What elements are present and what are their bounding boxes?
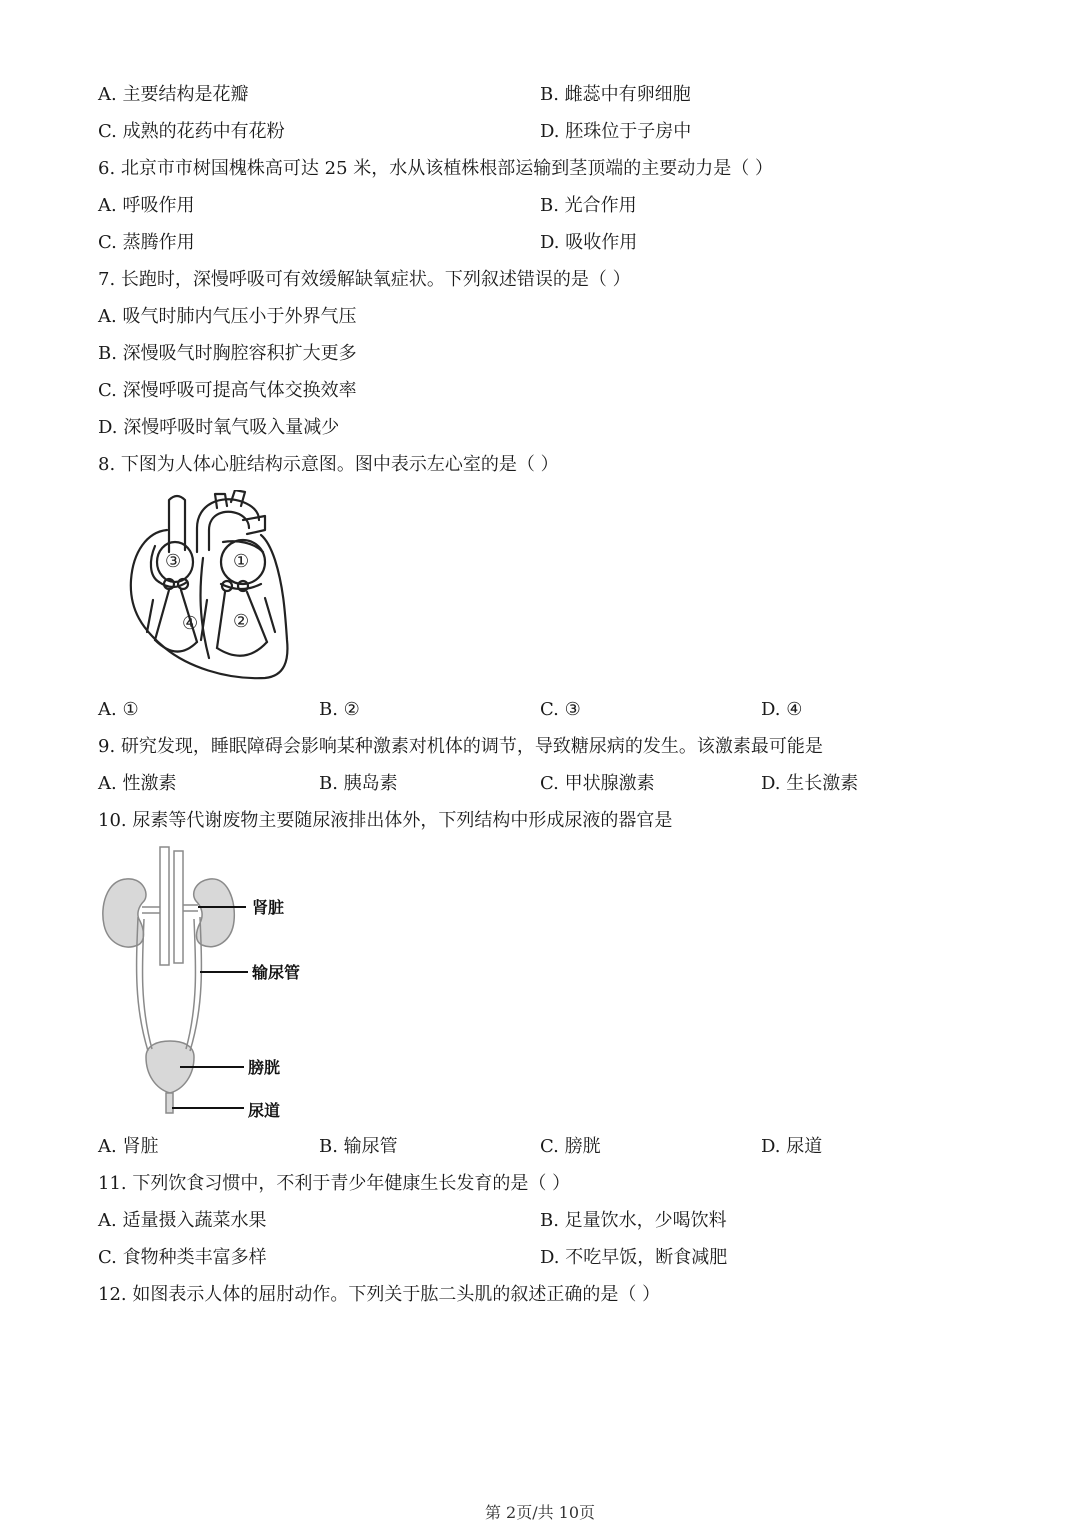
q11-stem: 11. 下列饮食习惯中，不利于青少年健康生长发育的是（ ）: [98, 1173, 571, 1194]
heart-label-4: ④: [182, 613, 199, 634]
urethra-label: 尿道: [248, 1101, 281, 1120]
heart-label-2: ②: [233, 611, 250, 632]
q8-option-b: B. ②: [319, 699, 360, 720]
q8-option-c: C. ③: [540, 699, 581, 720]
bladder-label: 膀胱: [248, 1058, 281, 1077]
q9-option-c: C. 甲状腺激素: [540, 773, 655, 794]
urinary-system-diagram: [98, 845, 328, 1125]
q7-option-c: C. 深慢呼吸可提高气体交换效率: [98, 380, 357, 401]
q9-option-b: B. 胰岛素: [319, 773, 398, 794]
q7-option-a: A. 吸气时肺内气压小于外界气压: [98, 306, 357, 327]
q11-option-b: B. 足量饮水，少喝饮料: [540, 1210, 727, 1231]
q9-stem: 9. 研究发现，睡眠障碍会影响某种激素对机体的调节，导致糖尿病的发生。该激素最可能是: [98, 736, 823, 757]
q6-stem: 6. 北京市市树国槐株高可达 25 米，水从该植株根部运输到茎顶端的主要动力是（ ）: [98, 158, 773, 179]
q6-option-b: B. 光合作用: [540, 195, 637, 216]
q9-option-a: A. 性激素: [98, 773, 177, 794]
q10-option-d: D. 尿道: [761, 1136, 823, 1157]
q11-option-d: D. 不吃早饭，断食减肥: [540, 1247, 728, 1268]
q12-stem: 12. 如图表示人体的屈肘动作。下列关于肱二头肌的叙述正确的是（ ）: [98, 1284, 661, 1305]
q8-stem: 8. 下图为人体心脏结构示意图。图中表示左心室的是（ ）: [98, 454, 559, 475]
q7-stem: 7. 长跑时，深慢呼吸可有效缓解缺氧症状。下列叙述错误的是（ ）: [98, 269, 631, 290]
page-footer: 第 2页/共 10页: [484, 1503, 596, 1522]
ureter-label: 输尿管: [252, 963, 301, 982]
q5-option-d: D. 胚珠位于子房中: [540, 121, 692, 142]
heart-label-3: ③: [165, 551, 182, 572]
q10-option-c: C. 膀胱: [540, 1136, 601, 1157]
heart-label-1: ①: [233, 551, 250, 572]
q6-option-d: D. 吸收作用: [540, 232, 638, 253]
q10-option-a: A. 肾脏: [98, 1136, 159, 1157]
q8-option-d: D. ④: [761, 699, 803, 720]
q10-stem: 10. 尿素等代谢废物主要随尿液排出体外，下列结构中形成尿液的器官是: [98, 810, 673, 831]
q8-option-a: A. ①: [98, 699, 139, 720]
q5-option-b: B. 雌蕊中有卵细胞: [540, 84, 691, 105]
q5-option-c: C. 成熟的花药中有花粉: [98, 121, 285, 142]
q6-option-c: C. 蒸腾作用: [98, 232, 195, 253]
kidney-label: 肾脏: [252, 898, 285, 917]
q7-option-d: D. 深慢呼吸时氧气吸入量减少: [98, 417, 340, 438]
q7-option-b: B. 深慢吸气时胸腔容积扩大更多: [98, 343, 357, 364]
heart-diagram: [125, 490, 295, 685]
q9-option-d: D. 生长激素: [761, 773, 859, 794]
q10-option-b: B. 输尿管: [319, 1136, 398, 1157]
q6-option-a: A. 呼吸作用: [98, 195, 195, 216]
q11-option-a: A. 适量摄入蔬菜水果: [98, 1210, 267, 1231]
q11-option-c: C. 食物种类丰富多样: [98, 1247, 267, 1268]
q5-option-a: A. 主要结构是花瓣: [98, 84, 249, 105]
